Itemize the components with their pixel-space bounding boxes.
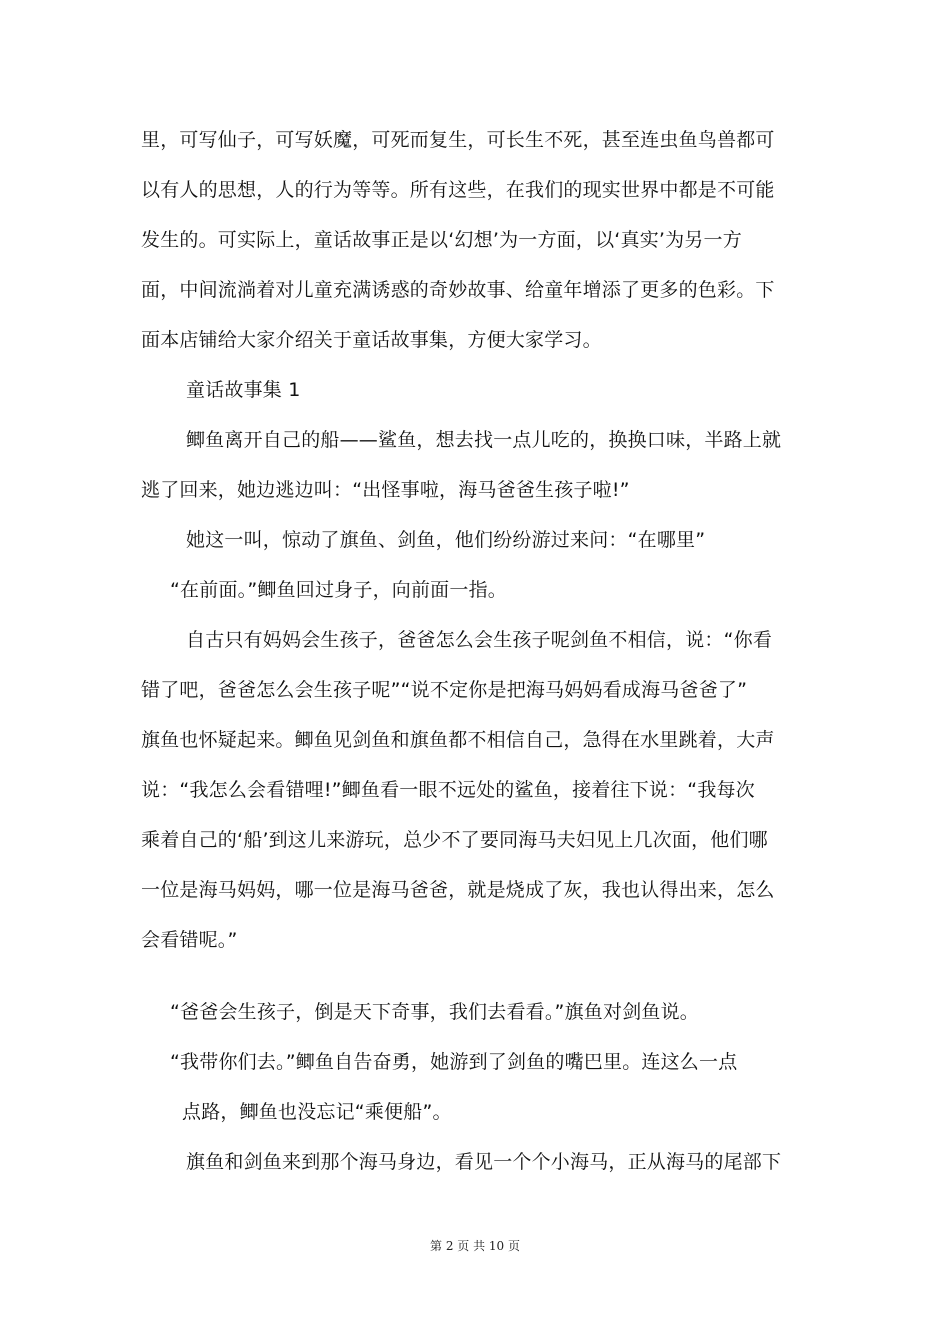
text-line: 面本店铺给大家介绍关于童话故事集，方便大家学习。: [141, 329, 602, 351]
text-line: 说：“我怎么会看错哩!”鲫鱼看一眼不远处的鲨鱼，接着往下说：“我每次: [141, 779, 755, 801]
text-line: 发生的。可实际上，童话故事正是以‘幻想’为一方面，以‘真实’为另一方: [141, 229, 742, 251]
text-line: 自古只有妈妈会生孩子，爸爸怎么会生孩子呢剑鱼不相信，说：“你看: [186, 629, 773, 651]
text-line: 逃了回来，她边逃边叫：“出怪事啦，海马爸爸生孩子啦!”: [141, 479, 630, 501]
text-line: 旗鱼也怀疑起来。鲫鱼见剑鱼和旗鱼都不相信自己，急得在水里跳着，大声: [141, 729, 775, 751]
text-line: 乘着自己的‘船’到这儿来游玩，总少不了要同海马夫妇见上几次面，他们哪: [141, 829, 768, 851]
text-line: 鲫鱼离开自己的船——鲨鱼，想去找一点儿吃的，换换口味，半路上就: [186, 429, 782, 451]
text-line: 以有人的思想，人的行为等等。所有这些，在我们的现实世界中都是不可能: [141, 179, 775, 201]
text-line: “爸爸会生孩子，倒是天下奇事，我们去看看。”旗鱼对剑鱼说。: [170, 1001, 699, 1023]
page-number-footer: 第 2 页 共 10 页: [430, 1239, 520, 1253]
text-line: “我带你们去。”鲫鱼自告奋勇，她游到了剑鱼的嘴巴里。连这么一点: [170, 1051, 738, 1073]
text-line: 点路，鲫鱼也没忘记“乘便船”。: [182, 1101, 452, 1123]
text-line: 她这一叫，惊动了旗鱼、剑鱼，他们纷纷游过来问：“在哪里”: [186, 529, 706, 551]
text-line: 面，中间流淌着对儿童充满诱惑的奇妙故事、给童年增添了更多的色彩。下: [141, 279, 775, 301]
text-line: “在前面。”鲫鱼回过身子，向前面一指。: [170, 579, 507, 601]
text-line: 一位是海马妈妈，哪一位是海马爸爸，就是烧成了灰，我也认得出来，怎么: [141, 879, 775, 901]
text-line: 旗鱼和剑鱼来到那个海马身边，看见一个个小海马，正从海马的尾部下: [186, 1151, 782, 1173]
text-line: 错了吧，爸爸怎么会生孩子呢”“说不定你是把海马妈妈看成海马爸爸了”: [141, 679, 748, 701]
text-line: 会看错呢。”: [141, 929, 238, 951]
text-line: 里，可写仙子，可写妖魔，可死而复生，可长生不死，甚至连虫鱼鸟兽都可: [141, 129, 775, 151]
section-heading: 童话故事集 1: [186, 379, 301, 401]
